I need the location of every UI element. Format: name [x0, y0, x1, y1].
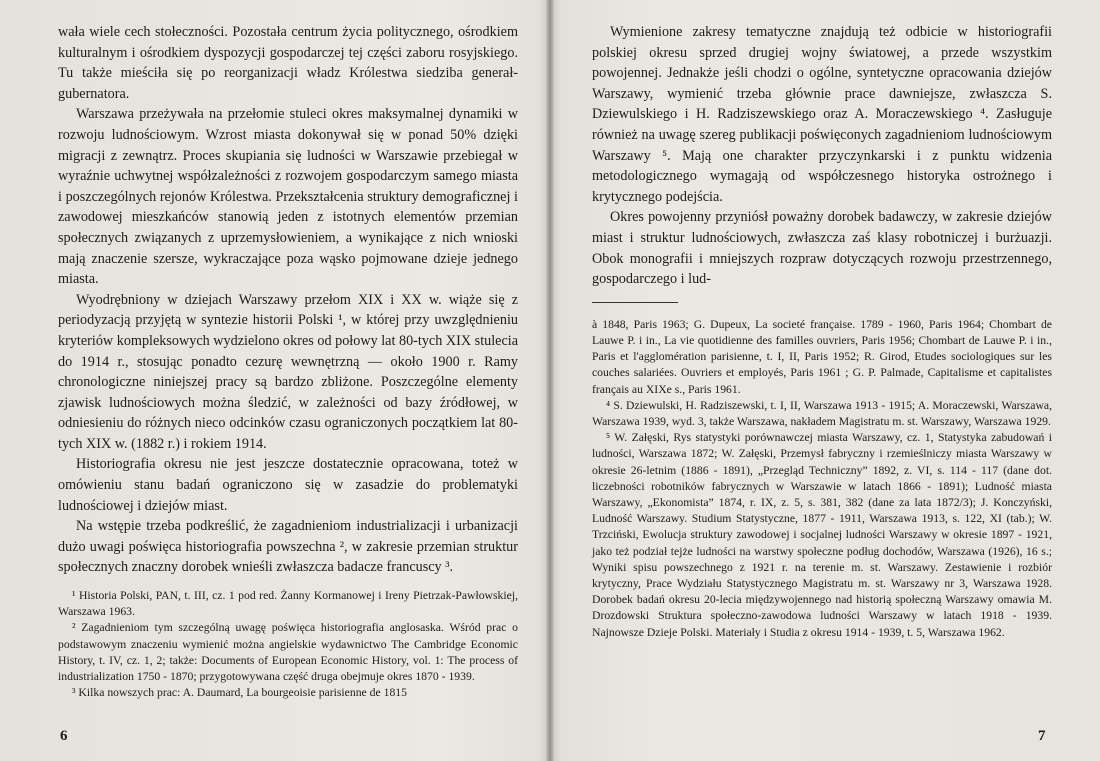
left-body-text: [58, 22, 518, 578]
paragraph: Wymienione zakresy tematyczne znajdują też odbicie w historiografii polskiej okresu sprzed drugiej wojny światowej, a przede wszystkim powojennej. Jednakże jeśli chodzi o ogólne, syntetyczne opracowania dziejów Warszawy, wymienić trzeba głównie prace dawniejsze, zwłaszcza S. Dziewulskiego i H. Radziszewskiego oraz A. Moraczewskiego ⁴. Zasługuje również na uwagę szereg publikacji poświęconych zagadnieniom ludnościowym Warszawy ⁵. Mają one charakter przyczynkarski i z punktu widzenia metodologicznego wymagają od współczesnego historyka ostrożnego i krytycznego podejścia.: [592, 24, 1052, 205]
paragraph: Okres powojenny przyniósł poważny dorobek badawczy, w zakresie dziejów miast i struktur ludnościowych, zwłaszcza zaś klasy robotniczej i burżuazji. Obok monografii i mniejszych rozpraw dotyczących rozwoju przestrzennego, gospodarczego i lud-: [592, 209, 1052, 288]
paragraph: Warszawa przeżywała na przełomie stuleci okres maksymalnej dynamiki w rozwoju ludnościowym. Wzrost miasta dokonywał się w ponad 50% dzięki migracji z zewnątrz. Proces skupiania się ludności w Warszawie przebiegał w wyraźnie uchwytnej współzależności z rozwojem gospodarczym samego miasta i poszczególnych rejonów Królestwa. Przekształcenia struktury demograficznej i zawodowej mieszkańców stanowią jeden z istotnych elementów przemian społecznych związanych z uprzemysłowieniem, a wynikające z nich wnioski mają znaczenie szersze, wykraczające poza wąsko pojmowane dzieje jednego miasta.: [58, 106, 518, 288]
paragraph: wała wiele cech stołeczności. Pozostała centrum życia politycznego, ośrodkiem kulturalnym i ośrodkiem dyspozycji gospodarczej tej części zaboru rosyjskiego. Tu także mieściła się po reorganizacji władz Królestwa siedziba generał-gubernatora.: [58, 24, 518, 102]
right-page: [552, 0, 1100, 761]
paragraph: Wyodrębniony w dziejach Warszawy przełom XIX i XX w. wiąże się z periodyzacją przyjętą w syntezie historii Polski ¹, w której przy uwzględnieniu kryteriów kompleksowych wydzielono okres od połowy lat 80-tych XIX stulecia do 1914 r., stosując ponadto cezurę wewnętrzną — około 1900 r. Ramy chronologiczne niniejszej pracy są bardzo zbliżone. Poszczególne elementy zjawisk ludnościowych można śledzić, w zależności od bazy źródłowej, w odniesieniu do różnych nieco odcinków czasu ograniczonych początkiem lat 80-tych XIX w. (1882 r.) i rokiem 1914.: [58, 291, 518, 452]
left-page: [0, 0, 548, 761]
footnote: ³ Kilka nowszych prac: A. Daumard, La bourgeoisie parisienne de 1815: [72, 686, 407, 700]
paragraph: Na wstępie trzeba podkreślić, że zagadnieniom industrializacji i urbanizacji dużo uwagi poświęca historiografia powszechna ², w zakresie przemian struktur społecznych znaczny dorobek wnieśli zwłaszcza badacze francuscy ³.: [58, 518, 518, 576]
footnote: ⁴ S. Dziewulski, H. Radziszewski, t. I, II, Warszawa 1913 - 1915; A. Moraczewski, Warszawa, Warszawa 1939, wyd. 3, także Warszawa, nakładem Magistratu m. st. Warszawy, Warszawa 1929.: [592, 398, 1052, 428]
paragraph: Historiografia okresu nie jest jeszcze dostatecznie opracowana, toteż w omówieniu stanu badań ograniczono się w zasadzie do problematyki ludnościowej i dziejów miast.: [58, 456, 518, 514]
right-body-text: [592, 22, 1052, 290]
footnote: ¹ Historia Polski, PAN, t. III, cz. 1 pod red. Żanny Kormanowej i Ireny Pietrzak-Pawłowskiej, Warszawa 1963.: [58, 589, 518, 619]
footnote-separator: [592, 302, 678, 303]
left-footnotes: [58, 588, 518, 701]
page-number: 6: [60, 728, 68, 744]
left-page-content: [58, 22, 518, 701]
footnote: à 1848, Paris 1963; G. Dupeux, La societé française. 1789 - 1960, Paris 1964; Chombart de Lauwe P. i in., La vie quotidienne des familles ouvriers, Paris 1956; Chombart de Lauwe P. i in., Paris et l'agglomération parisienne, t. I, II, Paris 1952; R. Girod, Etudes sociologiques sur les couches salariées. Ouvriers et employés, Paris 1961 ; G. P. Palmade, Capitalisme et capitalistes français au XIXe s., Paris 1961.: [592, 317, 1052, 396]
footnote: ⁵ W. Załęski, Rys statystyki porównawczej miasta Warszawy, cz. 1, Statystyka zabudowań i ludności, Warszawa 1872; W. Załęski, Przemysł fabryczny i rzemieślniczy miasta Warszawy w okresie 26-letnim (1886 - 1891), „Przegląd Techniczny” 1892, z. VI, s. 114 - 117 (dane dot. liczebności robotników fabrycznych w Warszawie w latach 1866 - 1891); Ludność miasta Warszawy, „Ekonomista” 1874, r. IX, z. 5, s. 381, 382 (dane za lata 1872/3); J. Konczyński, Ludność Warszawy. Studium Statystyczne, 1877 - 1911, Warszawa 1913, s. 122, XI (tab.); W. Trzciński, Ewolucja struktury zawodowej i socjalnej ludności Warszawy w okresie 1897 - 1921, jako też podział tejże ludności na warstwy społeczne podług dochodów, Warszawa (1926), 16 s.; Wyniki spisu powszechnego z 1921 r. na terenie m. st. Warszawy. Zestawienie i rozbiór krytyczny, Prace Wydziału Statystycznego Magistratu m. st. Warszawy nr 3, Warszawa 1928. Dorobek badań okresu 20-lecia międzywojennego nad historią społeczną Warszawy omawia M. Drozdowski Struktura społeczno-zawodowa ludności Warszawy w latach 1918 - 1939. Najnowsze Dzieje Polski. Materiały i Studia z okresu 1914 - 1939, t. 5, Warszawa 1962.: [592, 431, 1052, 639]
page-number: 7: [1038, 728, 1046, 744]
right-page-content: [592, 22, 1052, 641]
right-footnotes: [592, 317, 1052, 641]
footnote: ² Zagadnieniom tym szczególną uwagę poświęca historiografia anglosaska. Wśród prac o podstawowym znaczeniu wymienić można angielskie wydawnictwo The Cambridge Economic History, t. IV, cz. 1, 2; także: Documents of European Economic History, vol. 1: The process of industrialization 1750 - 1870; przygotowywana część druga obejmuje okres 1870 - 1939.: [58, 621, 518, 684]
